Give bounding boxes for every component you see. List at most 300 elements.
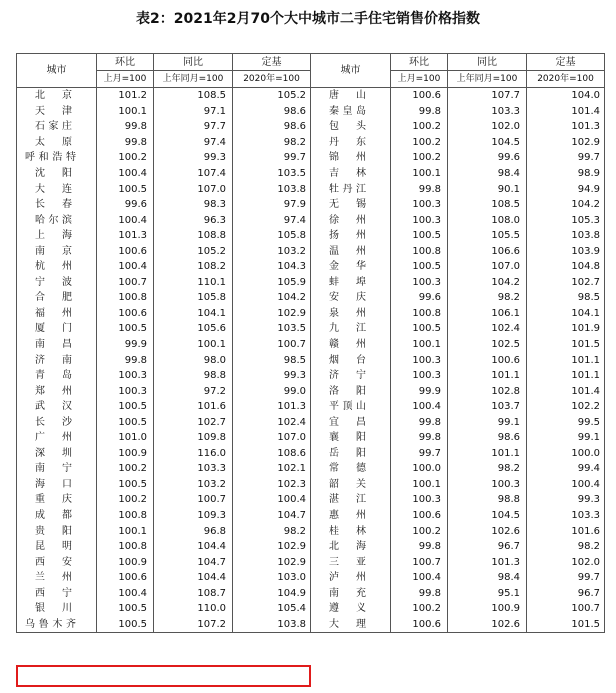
base-value: 97.9 [233,197,311,213]
yoy-value: 105.2 [154,243,233,259]
table-row [17,212,605,228]
base-value: 103.3 [527,508,605,524]
yoy-value: 106.6 [448,243,527,259]
yoy-value: 102.8 [448,383,527,399]
base-value: 100.7 [233,337,311,353]
city-name: 青岛 [17,368,97,384]
mom-value: 100.3 [97,368,154,384]
city-name: 北京 [17,88,97,104]
base-value: 102.4 [233,414,311,430]
base-value: 104.2 [233,290,311,306]
yoy-value: 102.6 [448,617,527,633]
mom-value: 100.1 [97,523,154,539]
city-name: 锦州 [311,150,391,166]
yoy-value: 103.7 [448,399,527,415]
table-row [17,399,605,415]
mom-value: 100.6 [97,306,154,322]
city-name: 济宁 [311,368,391,384]
yoy-value: 108.8 [154,228,233,244]
yoy-value: 98.2 [448,461,527,477]
base-value: 102.9 [233,539,311,555]
city-name: 安庆 [311,290,391,306]
mom-value: 100.1 [97,104,154,120]
mom-value: 100.3 [391,275,448,291]
table-row [17,228,605,244]
table-row [17,321,605,337]
city-name: 遵义 [311,601,391,617]
yoy-value: 108.7 [154,586,233,602]
mom-value: 100.5 [391,321,448,337]
city-name: 贵阳 [17,523,97,539]
column-subheader-yoy-right: 上年同月=100 [448,71,527,88]
mom-value: 100.2 [391,601,448,617]
mom-value: 100.3 [391,492,448,508]
yoy-value: 108.2 [154,259,233,275]
yoy-value: 110.0 [154,601,233,617]
table-row [17,150,605,166]
table-row [17,337,605,353]
yoy-value: 108.5 [154,88,233,104]
city-name: 襄阳 [311,430,391,446]
base-value: 101.9 [527,321,605,337]
table-row [17,88,605,104]
table-row [17,275,605,291]
mom-value: 99.6 [97,197,154,213]
yoy-value: 101.6 [154,399,233,415]
column-header-mom-left: 环比 [97,54,154,71]
table-row [17,430,605,446]
base-value: 107.0 [233,430,311,446]
mom-value: 100.4 [97,259,154,275]
yoy-value: 100.9 [448,601,527,617]
city-name: 长春 [17,197,97,213]
yoy-value: 104.4 [154,570,233,586]
table-row [17,104,605,120]
table-row [17,461,605,477]
yoy-value: 105.8 [154,290,233,306]
mom-value: 100.6 [97,243,154,259]
column-header-city-right: 城市 [311,54,391,88]
city-name: 太原 [17,135,97,151]
base-value: 102.9 [233,306,311,322]
base-value: 103.5 [233,321,311,337]
city-name: 哈尔滨 [17,212,97,228]
city-name: 兰州 [17,570,97,586]
yoy-value: 100.7 [154,492,233,508]
mom-value: 100.3 [391,197,448,213]
base-value: 99.1 [527,430,605,446]
base-value: 103.8 [527,228,605,244]
base-value: 104.7 [233,508,311,524]
city-name: 温州 [311,243,391,259]
mom-value: 100.9 [97,554,154,570]
mom-value: 100.1 [391,166,448,182]
base-value: 100.0 [527,446,605,462]
city-name: 包头 [311,119,391,135]
mom-value: 100.3 [391,368,448,384]
mom-value: 99.8 [97,135,154,151]
yoy-value: 107.2 [154,617,233,633]
mom-value: 100.3 [97,383,154,399]
yoy-value: 98.4 [448,166,527,182]
table-row [17,601,605,617]
city-name: 韶关 [311,477,391,493]
mom-value: 100.5 [391,228,448,244]
city-name: 西宁 [17,586,97,602]
mom-value: 100.9 [97,446,154,462]
base-value: 100.4 [233,492,311,508]
yoy-value: 104.1 [154,306,233,322]
table-row [17,477,605,493]
mom-value: 100.1 [391,337,448,353]
table-row [17,135,605,151]
mom-value: 99.9 [391,383,448,399]
city-name: 秦皇岛 [311,104,391,120]
city-name: 长沙 [17,414,97,430]
yoy-value: 101.1 [448,446,527,462]
base-value: 99.7 [233,150,311,166]
base-value: 102.3 [233,477,311,493]
base-value: 105.4 [233,601,311,617]
base-value: 102.9 [233,554,311,570]
yoy-value: 98.8 [448,492,527,508]
yoy-value: 104.2 [448,275,527,291]
yoy-value: 107.0 [154,181,233,197]
table-title: 表2：2021年2月70个大中城市二手住宅销售价格指数 [136,11,480,27]
base-value: 105.2 [233,88,311,104]
yoy-value: 95.1 [448,586,527,602]
mom-value: 100.2 [391,150,448,166]
column-subheader-base-right: 2020年=100 [527,71,605,88]
yoy-value: 96.7 [448,539,527,555]
mom-value: 100.2 [97,461,154,477]
table-row [17,368,605,384]
city-name: 南京 [17,243,97,259]
city-name: 牡丹江 [311,181,391,197]
city-name: 厦门 [17,321,97,337]
yoy-value: 107.7 [448,88,527,104]
city-name: 唐山 [311,88,391,104]
table-row [17,492,605,508]
column-subheader-base-left: 2020年=100 [233,71,311,88]
city-name: 福州 [17,306,97,322]
city-name: 杭州 [17,259,97,275]
mom-value: 100.4 [97,212,154,228]
city-name: 惠州 [311,508,391,524]
yoy-value: 103.3 [154,461,233,477]
mom-value: 100.5 [97,601,154,617]
mom-value: 99.8 [391,430,448,446]
mom-value: 99.8 [391,104,448,120]
base-value: 99.7 [527,570,605,586]
city-name: 桂林 [311,523,391,539]
city-name: 丹东 [311,135,391,151]
city-name: 呼和浩特 [17,150,97,166]
yoy-value: 107.4 [154,166,233,182]
mom-value: 100.8 [391,243,448,259]
city-name: 烟台 [311,352,391,368]
yoy-value: 104.5 [448,135,527,151]
column-subheader-yoy-left: 上年同月=100 [154,71,233,88]
mom-value: 99.8 [391,539,448,555]
table-row [17,446,605,462]
table-row [17,554,605,570]
mom-value: 100.7 [97,275,154,291]
mom-value: 100.4 [391,399,448,415]
city-name: 天津 [17,104,97,120]
yoy-value: 105.5 [448,228,527,244]
table-row [17,181,605,197]
table-row [17,166,605,182]
base-value: 99.3 [233,368,311,384]
yoy-value: 100.1 [154,337,233,353]
city-name: 金华 [311,259,391,275]
city-name: 无锡 [311,197,391,213]
yoy-value: 100.6 [448,352,527,368]
yoy-value: 101.1 [448,368,527,384]
table-row [17,259,605,275]
yoy-value: 97.4 [154,135,233,151]
yoy-value: 98.2 [448,290,527,306]
mom-value: 99.7 [391,446,448,462]
mom-value: 100.8 [97,290,154,306]
yoy-value: 102.5 [448,337,527,353]
city-name: 南昌 [17,337,97,353]
base-value: 104.3 [233,259,311,275]
base-value: 98.9 [527,166,605,182]
base-value: 108.6 [233,446,311,462]
base-value: 99.3 [527,492,605,508]
yoy-value: 96.3 [154,212,233,228]
yoy-value: 105.6 [154,321,233,337]
base-value: 102.1 [233,461,311,477]
yoy-value: 98.0 [154,352,233,368]
mom-value: 100.0 [391,461,448,477]
base-value: 103.2 [233,243,311,259]
city-name: 大理 [311,617,391,633]
mom-value: 100.2 [391,523,448,539]
base-value: 104.8 [527,259,605,275]
mom-value: 100.5 [97,617,154,633]
base-value: 104.1 [527,306,605,322]
city-name: 南充 [311,586,391,602]
mom-value: 99.8 [391,414,448,430]
mom-value: 100.3 [391,352,448,368]
mom-value: 100.5 [97,181,154,197]
mom-value: 100.5 [97,321,154,337]
base-value: 98.5 [527,290,605,306]
base-value: 98.6 [233,104,311,120]
mom-value: 100.7 [391,554,448,570]
yoy-value: 104.5 [448,508,527,524]
mom-value: 100.5 [97,477,154,493]
base-value: 100.4 [527,477,605,493]
base-value: 104.2 [527,197,605,213]
city-name: 三亚 [311,554,391,570]
yoy-value: 102.4 [448,321,527,337]
city-name: 深圳 [17,446,97,462]
city-name: 北海 [311,539,391,555]
price-index-table [16,53,605,633]
city-name: 吉林 [311,166,391,182]
base-value: 101.1 [527,352,605,368]
base-value: 99.0 [233,383,311,399]
base-value: 102.9 [527,135,605,151]
yoy-value: 97.2 [154,383,233,399]
mom-value: 100.3 [391,212,448,228]
city-name: 西安 [17,554,97,570]
mom-value: 100.5 [97,399,154,415]
mom-value: 100.8 [97,508,154,524]
table-row [17,508,605,524]
yoy-value: 98.6 [448,430,527,446]
base-value: 97.4 [233,212,311,228]
mom-value: 100.5 [391,259,448,275]
table-row [17,414,605,430]
city-name: 成都 [17,508,97,524]
header-row [17,54,605,71]
yoy-value: 109.3 [154,508,233,524]
yoy-value: 98.8 [154,368,233,384]
table-row [17,586,605,602]
base-value: 103.8 [233,617,311,633]
mom-value: 100.2 [391,135,448,151]
city-name: 泉州 [311,306,391,322]
mom-value: 101.3 [97,228,154,244]
yoy-value: 106.1 [448,306,527,322]
city-name: 扬州 [311,228,391,244]
city-name: 上海 [17,228,97,244]
yoy-value: 98.4 [448,570,527,586]
mom-value: 100.2 [391,119,448,135]
table-row [17,617,605,633]
base-value: 101.4 [527,104,605,120]
mom-value: 99.9 [97,337,154,353]
base-value: 105.3 [527,212,605,228]
yoy-value: 104.7 [154,554,233,570]
yoy-value: 97.7 [154,119,233,135]
base-value: 98.2 [527,539,605,555]
city-name: 银川 [17,601,97,617]
city-name: 郑州 [17,383,97,399]
table-row [17,243,605,259]
mom-value: 99.8 [97,352,154,368]
base-value: 101.3 [527,119,605,135]
mom-value: 100.8 [391,306,448,322]
base-value: 103.0 [233,570,311,586]
base-value: 101.1 [527,368,605,384]
base-value: 102.2 [527,399,605,415]
mom-value: 100.6 [391,508,448,524]
base-value: 99.7 [527,150,605,166]
city-name: 石家庄 [17,119,97,135]
base-value: 101.6 [527,523,605,539]
column-header-yoy-right: 同比 [448,54,527,71]
column-subheader-mom-right: 上月=100 [391,71,448,88]
table-body [17,88,605,633]
base-value: 104.0 [527,88,605,104]
city-name: 蚌埠 [311,275,391,291]
mom-value: 100.6 [391,88,448,104]
yoy-value: 99.6 [448,150,527,166]
yoy-value: 99.3 [154,150,233,166]
mom-value: 100.5 [97,414,154,430]
city-name: 湛江 [311,492,391,508]
yoy-value: 98.3 [154,197,233,213]
column-header-base-left: 定基 [233,54,311,71]
column-header-city-left: 城市 [17,54,97,88]
yoy-value: 108.0 [448,212,527,228]
table-row [17,523,605,539]
city-name: 赣州 [311,337,391,353]
city-name: 广州 [17,430,97,446]
yoy-value: 99.1 [448,414,527,430]
base-value: 103.8 [233,181,311,197]
highlight-box [16,665,311,687]
table-row [17,383,605,399]
city-name: 南宁 [17,461,97,477]
base-value: 101.5 [527,617,605,633]
base-value: 103.5 [233,166,311,182]
yoy-value: 90.1 [448,181,527,197]
base-value: 102.0 [527,554,605,570]
mom-value: 99.8 [391,181,448,197]
mom-value: 100.2 [97,150,154,166]
mom-value: 100.2 [97,492,154,508]
column-header-yoy-left: 同比 [154,54,233,71]
base-value: 98.2 [233,523,311,539]
yoy-value: 100.3 [448,477,527,493]
base-value: 99.5 [527,414,605,430]
yoy-value: 102.6 [448,523,527,539]
city-name: 平顶山 [311,399,391,415]
yoy-value: 102.7 [154,414,233,430]
table-row [17,306,605,322]
city-name: 昆明 [17,539,97,555]
city-name: 海口 [17,477,97,493]
mom-value: 99.6 [391,290,448,306]
base-value: 101.3 [233,399,311,415]
base-value: 100.7 [527,601,605,617]
base-value: 96.7 [527,586,605,602]
base-value: 103.9 [527,243,605,259]
base-value: 102.7 [527,275,605,291]
city-name: 大连 [17,181,97,197]
mom-value: 101.0 [97,430,154,446]
column-header-base-right: 定基 [527,54,605,71]
city-name: 济南 [17,352,97,368]
base-value: 98.5 [233,352,311,368]
table-row [17,539,605,555]
yoy-value: 107.0 [448,259,527,275]
mom-value: 101.2 [97,88,154,104]
mom-value: 100.1 [391,477,448,493]
mom-value: 100.6 [391,617,448,633]
yoy-value: 103.3 [448,104,527,120]
yoy-value: 116.0 [154,446,233,462]
city-name: 宜昌 [311,414,391,430]
yoy-value: 101.3 [448,554,527,570]
base-value: 105.8 [233,228,311,244]
yoy-value: 97.1 [154,104,233,120]
base-value: 94.9 [527,181,605,197]
base-value: 105.9 [233,275,311,291]
table-row [17,197,605,213]
city-name: 乌鲁木齐 [17,617,97,633]
mom-value: 100.6 [97,570,154,586]
yoy-value: 96.8 [154,523,233,539]
table-row [17,119,605,135]
